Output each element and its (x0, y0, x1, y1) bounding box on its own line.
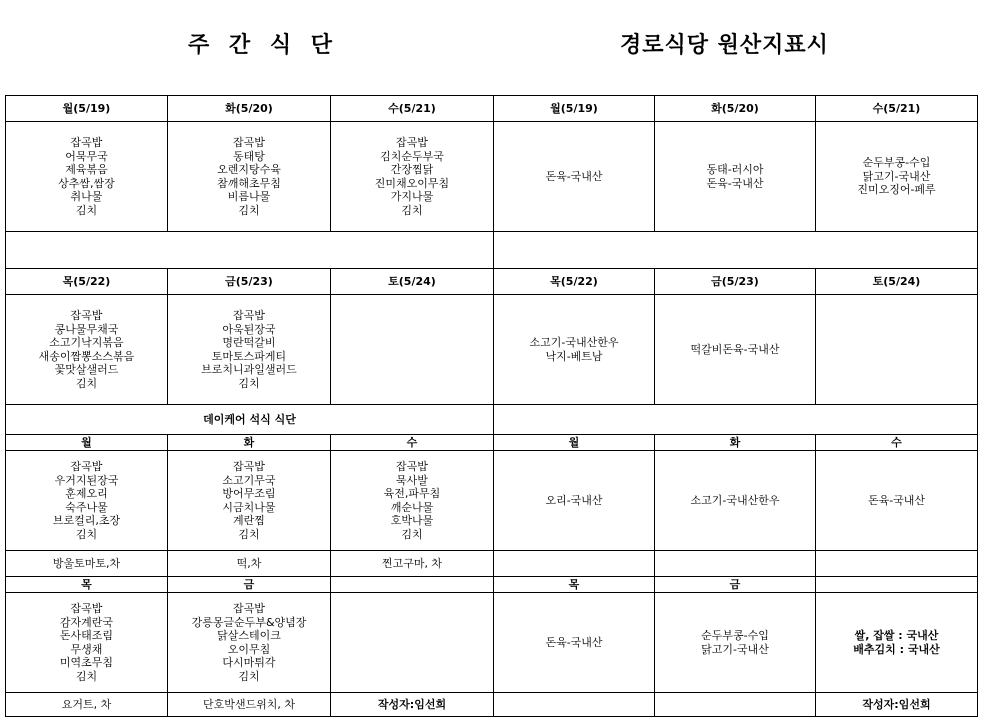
cell-line: 김치 (75, 527, 98, 541)
cell-line: 김치 (75, 203, 98, 217)
snack-cell: 방울토마토,차 (6, 551, 168, 577)
origin-day-header: 월 (494, 435, 655, 451)
cell-line: 어묵무국 (65, 149, 108, 163)
origin-cell (494, 122, 655, 232)
day-header: 수(5/21) (331, 96, 494, 122)
origin-day-header: 토(5/24) (816, 269, 978, 295)
origin-cell (494, 593, 655, 693)
day-header: 목(5/22) (6, 269, 168, 295)
menu-title: 주 간 식 단 (188, 33, 338, 58)
week1-menu-row (6, 122, 978, 232)
origin-cell (816, 295, 978, 405)
cell-line: 닭고기-국내산 (862, 169, 931, 183)
cell-line: 브로치니과일샐러드 (201, 363, 297, 376)
cell-line: 잡곡밥 (70, 309, 103, 322)
daycare-title-row (6, 405, 978, 435)
day-header: 월(5/19) (6, 96, 168, 122)
cell-line: 방어무조림 (222, 487, 276, 500)
spacer-row (6, 232, 978, 269)
day-header: 화(5/20) (168, 96, 331, 122)
cell-line: 소고기낙지볶음 (49, 336, 124, 349)
origin-title: 경로식당 원산지표시 (620, 33, 829, 58)
cell-line: 가지나물 (390, 190, 434, 203)
origin-day-header (816, 577, 978, 593)
day-header: 목 (6, 577, 168, 593)
cell-line: 닭살스테이크 (217, 629, 281, 642)
day-header: 금 (168, 577, 331, 593)
menu-cell (331, 593, 494, 693)
day-header (331, 577, 494, 593)
cell-line: 감자계란국 (59, 615, 114, 629)
cell-line: 새송이짬뽕소스볶음 (38, 349, 135, 363)
cell-line: 김치순두부국 (380, 149, 444, 163)
menu-cell (6, 593, 168, 693)
menu-cell (331, 295, 494, 405)
empty-cell (494, 551, 655, 577)
menu-cell (168, 295, 331, 405)
daycare-title: 데이케어 석식 식단 (6, 405, 494, 435)
cell-line: 낙지-베트남 (545, 349, 603, 363)
cell-line: 잡곡밥 (70, 602, 103, 615)
daycare-menu-row (6, 451, 978, 551)
empty-cell (494, 232, 978, 269)
cell-line: 다시마튀각 (222, 656, 276, 669)
empty-cell (6, 232, 494, 269)
week2-header-row (6, 269, 978, 295)
menu-table (5, 95, 978, 717)
menu-cell (168, 122, 331, 232)
cell-line: 잡곡밥 (233, 136, 265, 149)
origin-cell (816, 451, 978, 551)
cell-line: 훈제오리 (65, 487, 108, 500)
snack-cell: 찐고구마, 차 (331, 551, 494, 577)
cell-line: 김치 (238, 527, 260, 541)
origin-day-header: 목 (494, 577, 655, 593)
origin-day-header: 화 (655, 435, 816, 451)
cell-line: 강릉몽글순두부&양념장 (191, 615, 307, 629)
snack-cell: 떡,차 (168, 551, 331, 577)
origin-cell (655, 451, 816, 551)
day-header: 수 (331, 435, 494, 451)
cell-line: 미역초무침 (59, 656, 114, 669)
cell-line: 제육볶음 (65, 163, 108, 176)
cell-line: 쌀, 잡쌀 : 국내산 (854, 629, 939, 642)
menu-cell (168, 451, 331, 551)
daycare-menu-row (6, 593, 978, 693)
cell-line: 김치 (75, 669, 98, 683)
cell-line: 잡곡밥 (233, 602, 265, 615)
menu-cell (6, 122, 168, 232)
menu-cell (331, 451, 494, 551)
cell-line: 김치 (401, 203, 423, 217)
cell-line: 배추김치 : 국내산 (853, 642, 940, 656)
cell-line: 묵사발 (396, 473, 428, 487)
author-label: 작성자:임선희 (331, 693, 494, 717)
daycare-snack-row (6, 551, 978, 577)
origin-day-header: 금(5/23) (655, 269, 816, 295)
cell-line: 잡곡밥 (396, 136, 428, 149)
cell-line: 취나물 (70, 190, 103, 203)
cell-line: 상추쌈,쌈장 (58, 176, 115, 190)
day-header: 화 (168, 435, 331, 451)
origin-cell (494, 295, 655, 405)
cell-line: 토마토스파게티 (211, 349, 287, 363)
cell-line: 참깨해초무침 (217, 176, 281, 190)
cell-line: 오렌지탕수육 (217, 163, 281, 176)
empty-cell (655, 693, 816, 717)
empty-cell (655, 551, 816, 577)
cell-line: 아욱된장국 (222, 322, 276, 336)
cell-line: 꽃맛살샐러드 (54, 363, 119, 376)
origin-day-header: 월(5/19) (494, 96, 655, 122)
cell-line: 무생채 (70, 642, 103, 656)
cell-line: 잡곡밥 (233, 309, 265, 322)
cell-line: 오이무침 (227, 642, 271, 656)
author-label: 작성자:임선희 (816, 693, 978, 717)
day-header: 금(5/23) (168, 269, 331, 295)
cell-line: 잡곡밥 (70, 136, 103, 149)
cell-line: 동태-러시아 (706, 163, 764, 176)
cell-line: 브로컬리,초장 (52, 514, 121, 527)
origin-cell (816, 122, 978, 232)
origin-day-header: 목(5/22) (494, 269, 655, 295)
menu-cell (331, 122, 494, 232)
cell-line: 콩나물무채국 (54, 322, 119, 336)
origin-day-header: 화(5/20) (655, 96, 816, 122)
cell-line: 육전,파무침 (383, 487, 441, 500)
origin-day-header: 수 (816, 435, 978, 451)
daycare-snack-row (6, 693, 978, 717)
snack-cell: 요거트, 차 (6, 693, 168, 717)
cell-line: 돈육-국내산 (545, 635, 603, 649)
cell-line: 소고기무국 (222, 473, 276, 487)
cell-line: 우거지된장국 (54, 473, 119, 487)
cell-line: 호박나물 (390, 514, 434, 527)
cell-line: 잡곡밥 (396, 460, 428, 473)
day-header: 토(5/24) (331, 269, 494, 295)
cell-line: 순두부콩-수입 (701, 629, 769, 642)
cell-line: 돈육-국내산 (545, 169, 603, 183)
cell-line: 소고기-국내산한우 (690, 493, 780, 507)
cell-line: 떡갈비돈육-국내산 (690, 342, 780, 356)
week2-menu-row (6, 295, 978, 405)
origin-day-header: 수(5/21) (816, 96, 978, 122)
cell-line: 명란떡갈비 (222, 336, 276, 349)
cell-line: 계란찜 (233, 514, 265, 527)
cell-line: 돈육-국내산 (706, 176, 764, 190)
cell-line: 소고기-국내산한우 (529, 336, 619, 349)
origin-cell (494, 451, 655, 551)
cell-line: 닭고기-국내산 (701, 642, 769, 656)
empty-cell (494, 693, 655, 717)
cell-line: 진미채오이무침 (374, 176, 450, 190)
cell-line: 숙주나물 (65, 500, 108, 514)
cell-line: 시금치나물 (222, 500, 276, 514)
origin-cell (816, 593, 978, 693)
origin-cell (655, 295, 816, 405)
menu-cell (168, 593, 331, 693)
menu-cell (6, 451, 168, 551)
cell-line: 김치 (75, 376, 98, 390)
cell-line: 진미오징어-페루 (857, 183, 936, 197)
cell-line: 김치 (238, 203, 260, 217)
origin-cell (655, 593, 816, 693)
snack-cell: 단호박샌드위치, 차 (168, 693, 331, 717)
cell-line: 김치 (238, 669, 260, 683)
cell-line: 간장찜닭 (390, 163, 434, 176)
origin-cell (655, 122, 816, 232)
origin-day-header: 금 (655, 577, 816, 593)
daycare-header-row (6, 577, 978, 593)
week1-header-row (6, 96, 978, 122)
cell-line: 잡곡밥 (233, 460, 265, 473)
cell-line: 순두부콩-수입 (862, 156, 931, 170)
cell-line: 비름나물 (227, 190, 271, 203)
cell-line: 오리-국내산 (545, 493, 603, 507)
menu-cell (6, 295, 168, 405)
empty-cell (816, 551, 978, 577)
cell-line: 김치 (238, 376, 260, 390)
cell-line: 잡곡밥 (70, 460, 103, 473)
cell-line: 깨순나물 (390, 500, 434, 514)
cell-line: 동태탕 (233, 149, 265, 163)
day-header: 월 (6, 435, 168, 451)
cell-line: 김치 (401, 527, 423, 541)
cell-line: 돈육-국내산 (867, 493, 926, 507)
cell-line: 돈사태조림 (59, 629, 114, 642)
daycare-header-row (6, 435, 978, 451)
empty-cell (494, 405, 978, 435)
